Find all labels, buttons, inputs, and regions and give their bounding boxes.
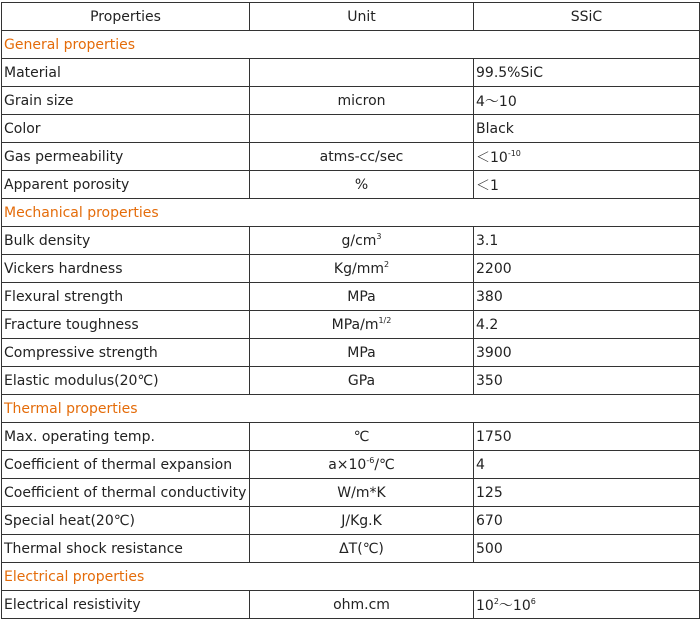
value-cell (474, 227, 700, 255)
header-row (2, 3, 700, 31)
property-cell (2, 283, 250, 311)
unit-cell (250, 255, 474, 283)
value-cell (474, 451, 700, 479)
table-row (2, 451, 700, 479)
value-cell (474, 591, 700, 619)
superscript: -6 (366, 455, 375, 465)
unit-text: MPa/m (331, 316, 379, 333)
value-cell (474, 311, 700, 339)
unit-cell (250, 479, 474, 507)
table-row (2, 227, 700, 255)
unit-text: a×10 (328, 456, 367, 473)
unit-text: W/m*K (337, 484, 386, 501)
property-cell (2, 479, 250, 507)
property-name: Flexural strength (4, 288, 124, 305)
table-row (2, 171, 700, 199)
value-cell (474, 479, 700, 507)
property-name: Bulk density (4, 232, 91, 249)
value-text: ＜10 (476, 149, 508, 166)
section-title: Electrical properties (2, 563, 700, 591)
property-name: Grain size (4, 92, 74, 109)
unit-text: GPa (347, 372, 376, 389)
value-cell (474, 283, 700, 311)
value-cell (474, 255, 700, 283)
value-text: 1750 (476, 428, 512, 445)
property-name: Apparent porosity (4, 176, 130, 193)
superscript: 1/2 (378, 315, 392, 325)
property-cell (2, 115, 250, 143)
value-cell (474, 171, 700, 199)
unit-cell (250, 171, 474, 199)
value-text: 4 (476, 456, 485, 473)
unit-cell (250, 507, 474, 535)
table-row (2, 535, 700, 563)
unit-text: MPa (347, 288, 376, 305)
unit-cell (250, 535, 474, 563)
table-row (2, 143, 700, 171)
section-title: Mechanical properties (2, 199, 700, 227)
table-row (2, 283, 700, 311)
value-text: 3900 (476, 344, 512, 361)
value-text: 670 (476, 512, 503, 529)
table-row (2, 479, 700, 507)
unit-text: ΔT(℃) (339, 540, 384, 557)
property-cell (2, 255, 250, 283)
value-cell (474, 339, 700, 367)
value-cell (474, 423, 700, 451)
property-name: Coefficient of thermal conductivity (4, 484, 247, 501)
value-text: 2200 (476, 260, 512, 277)
table-row (2, 507, 700, 535)
property-cell (2, 311, 250, 339)
property-cell (2, 423, 250, 451)
property-cell (2, 143, 250, 171)
unit-cell (250, 367, 474, 395)
value-tail: ～10 (498, 597, 531, 614)
value-text: 4～10 (476, 93, 517, 110)
header-properties: Properties (2, 3, 250, 31)
value-cell (474, 87, 700, 115)
property-cell (2, 451, 250, 479)
property-name: Elastic modulus(20℃) (4, 372, 159, 389)
section-row (2, 563, 700, 591)
section-title: General properties (2, 31, 700, 59)
unit-cell (250, 311, 474, 339)
property-name: Compressive strength (4, 344, 158, 361)
value-cell (474, 535, 700, 563)
unit-text: J/Kg.K (341, 512, 382, 529)
value-cell (474, 143, 700, 171)
unit-tail: /℃ (374, 456, 395, 473)
unit-cell (250, 451, 474, 479)
section-row (2, 199, 700, 227)
unit-text: g/cm (341, 232, 377, 249)
property-name: Gas permeability (4, 148, 124, 165)
value-cell (474, 507, 700, 535)
unit-cell (250, 591, 474, 619)
property-cell (2, 87, 250, 115)
property-name: Special heat(20℃) (4, 512, 135, 529)
unit-cell (250, 283, 474, 311)
value-cell (474, 59, 700, 87)
property-cell (2, 507, 250, 535)
table-row (2, 423, 700, 451)
value-text: 125 (476, 484, 503, 501)
value-text: 99.5%SiC (476, 64, 544, 81)
header-unit: Unit (250, 3, 474, 31)
property-name: Color (4, 120, 41, 137)
section-row (2, 395, 700, 423)
unit-cell (250, 227, 474, 255)
unit-cell (250, 59, 474, 87)
unit-text: ohm.cm (333, 596, 390, 613)
unit-cell (250, 423, 474, 451)
unit-text: MPa (347, 344, 376, 361)
value-text: ＜1 (476, 177, 499, 194)
unit-text: micron (337, 92, 386, 109)
property-cell (2, 227, 250, 255)
property-cell (2, 171, 250, 199)
superscript: 2 (383, 259, 390, 269)
unit-text: % (354, 176, 369, 193)
unit-cell (250, 143, 474, 171)
table-row (2, 255, 700, 283)
value-text: 3.1 (476, 232, 499, 249)
value-text: 10 (476, 597, 494, 614)
property-name: Coefficient of thermal expansion (4, 456, 233, 473)
property-cell (2, 59, 250, 87)
property-name: Max. operating temp. (4, 428, 155, 445)
property-name: Thermal shock resistance (4, 540, 183, 557)
property-cell (2, 367, 250, 395)
property-name: Vickers hardness (4, 260, 123, 277)
superscript: -10 (507, 148, 521, 158)
property-cell (2, 591, 250, 619)
superscript: 2 (493, 596, 499, 606)
table-row (2, 87, 700, 115)
property-name: Fracture toughness (4, 316, 139, 333)
property-name: Electrical resistivity (4, 596, 141, 613)
table-row (2, 59, 700, 87)
properties-table (1, 2, 700, 619)
table-row (2, 591, 700, 619)
section-title: Thermal properties (2, 395, 700, 423)
table-row (2, 339, 700, 367)
table-row (2, 367, 700, 395)
property-cell (2, 535, 250, 563)
value-text: 350 (476, 372, 503, 389)
value-cell (474, 115, 700, 143)
unit-text: ℃ (353, 428, 370, 445)
superscript: 3 (376, 231, 382, 241)
unit-cell (250, 115, 474, 143)
table-row (2, 115, 700, 143)
unit-text: atms-cc/sec (319, 148, 404, 165)
section-row (2, 31, 700, 59)
table-row (2, 311, 700, 339)
value-text: 380 (476, 288, 503, 305)
unit-cell (250, 87, 474, 115)
superscript: 6 (530, 596, 536, 606)
unit-cell (250, 339, 474, 367)
value-cell (474, 367, 700, 395)
property-name: Material (4, 64, 61, 81)
value-text: Black (476, 120, 514, 137)
value-text: 4.2 (476, 316, 499, 333)
unit-text: Kg/mm (333, 260, 384, 277)
header-ssic: SSiC (474, 3, 700, 31)
property-cell (2, 339, 250, 367)
value-text: 500 (476, 540, 503, 557)
